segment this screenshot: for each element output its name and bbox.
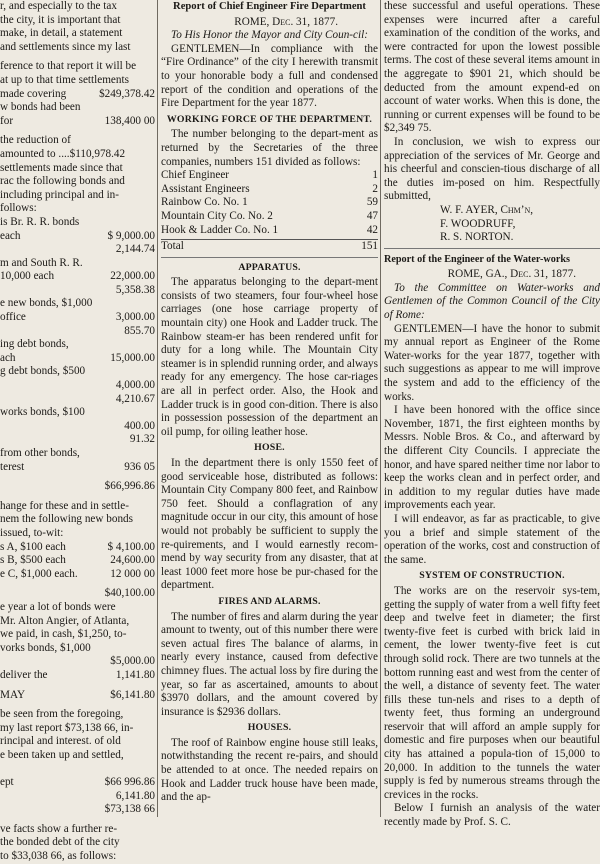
paragraph: Below I furnish an analysis of the water recently made by Prof. S. C. [384, 802, 600, 829]
text-line: ference to that report it will be [0, 60, 137, 73]
ledger-amount: 4,210.67 [115, 392, 155, 405]
ledger-amount: 1,141.80 [115, 668, 155, 681]
text-line: e year a lot of bonds were [0, 600, 116, 613]
text-line: ve facts show a further re- [0, 822, 118, 835]
ledger-row [0, 243, 155, 257]
staff-count: 47 [366, 209, 378, 222]
ledger-label: works bonds, $100 [0, 406, 85, 419]
staff-count: 151 [361, 240, 378, 253]
ledger-total-row [0, 689, 155, 703]
ledger-row [0, 447, 155, 461]
text-line: the bonded debt of the city [0, 836, 120, 849]
section-heading: HOSE. [254, 442, 285, 454]
ledger-amount: $40,100.00 [104, 587, 155, 600]
text-line: rac the following bonds and [0, 175, 125, 188]
ledger-amount: 3,000.00 [115, 311, 155, 324]
ledger-amount: 400.00 [124, 419, 155, 432]
report-heading: Report of Chief Engineer Fire Department [173, 1, 366, 12]
paragraph: In conclusion, we wish to express our appreciation of the services of Mr. George and his cheerful and conscien-tious discharge of all the duties im-posed on him. Respectfully submitted, [384, 135, 600, 203]
ledger-label: each [0, 229, 21, 242]
ledger-amount: 138,400 00 [104, 114, 155, 127]
text-line: at up to that time settlements [0, 73, 129, 86]
ledger-label: for [0, 114, 14, 127]
ledger-row [0, 297, 155, 311]
ledger-amount: 5,358.38 [115, 283, 155, 296]
ledger-row [0, 568, 155, 582]
staff-count: 2 [372, 182, 378, 195]
ledger-row [0, 433, 155, 447]
ledger-label: office [0, 311, 26, 324]
section-heading: HOUSES. [247, 722, 292, 734]
ledger-amount [151, 297, 155, 311]
ledger-row [0, 311, 155, 325]
text-line: be seen from the foregoing, [0, 708, 124, 721]
text-line: the city, it is important that [0, 13, 121, 26]
section-heading: APPARATUS. [238, 261, 301, 273]
ledger-row [0, 230, 155, 244]
ledger-row [0, 365, 155, 379]
text-line: to $33,038 66, as follows: [0, 850, 117, 863]
ledger-row [0, 655, 155, 669]
paragraph: The number of fires and alarm during the year amount to twenty, out of this number there were seven actual fires The balance of alarms, in nearly every instance, caused from defective chimney flues. The actual loss by fire during the year, so far as ascertained, amounts to about $3970 dollars, and the amount covered by insurance is $2936 dollars. [161, 610, 378, 718]
staff-total-row [161, 239, 378, 254]
paragraph: I have been honored with the office since November, 1871, the first eighteen months by Messrs. Noble Bros. & Co., and afterward by the different City Councils. I appreciate the honor, and have spared neither time nor labor to keep the works clean and in perfect order, and in addition to my regular duties have made improvements each year. [384, 404, 600, 512]
text-line: my last report $73,138 66, in- [0, 721, 134, 734]
staff-label: Assistant Engineers [161, 182, 250, 195]
ledger-amount: 24,600.00 [110, 554, 155, 567]
salutation: To His Honor the Mayor and City Coun-cil: [171, 29, 368, 42]
ledger-label: e C, $1,000 each. [0, 567, 78, 580]
ledger-amount [151, 642, 155, 656]
signature-line: F. WOODRUFF, [440, 217, 516, 230]
text-line: and settlements since my last [0, 40, 131, 53]
ledger-amount: 2,144.74 [115, 243, 155, 256]
ledger-row [0, 461, 155, 475]
ledger-total-row [0, 587, 155, 601]
ledger-row [0, 406, 155, 420]
ledger-amount: $5,000.00 [110, 655, 155, 668]
ledger-label: vorks bonds, $1,000 [0, 641, 91, 654]
column-rule-right [380, 0, 381, 817]
ledger-amount: 15,000.00 [110, 351, 155, 364]
text-line: settlements made since that [0, 161, 123, 174]
ledger-label: s B, $500 each [0, 554, 66, 567]
ledger-amount [151, 257, 155, 271]
ledger-label: 10,000 each [0, 270, 55, 283]
staff-row [161, 183, 378, 197]
ledger-amount: 12 000 00 [110, 567, 155, 580]
ledger-amount: $249,378.42 [99, 87, 155, 100]
text-line: is Br. R. R. bonds [0, 215, 80, 228]
staff-label: Rainbow Co. No. 1 [161, 196, 248, 209]
paragraph: The roof of Rainbow engine house still leaks, notwithstanding the recent re-pairs, and should be attended to at once. The needed repairs on Hook and Ladder truck house have been made, and the ap- [161, 736, 378, 804]
ledger-total-row [0, 480, 155, 494]
text-line: r, and especially to the tax [0, 0, 117, 12]
ledger-amount: 22,000.00 [110, 270, 155, 283]
ledger-amount [151, 365, 155, 379]
staff-row [161, 210, 378, 224]
ledger-label: from other bonds, [0, 447, 80, 459]
ledger-row [0, 790, 155, 804]
ledger-row [0, 420, 155, 434]
paragraph: these successful and useful operations. These expenses were incurred after a careful examination of the condition of the works, and were contracted for upon the lowest possible terms. The cost of these several items amount in the aggregate to $901 21, which should be deducted from the amount expend-ed on account of water works. When this is done, the running or current expenses will be found to be $2,349 75. [384, 0, 600, 135]
paragraph: In the department there is only 1550 feet of good serviceable hose, distributed as follows: Mountain City Company 800 feet, and Rainbow 750 feet. Should a conflagration of any magnitude occur in our city, this amount of hose would not probably be sufficient to supply the re-quirements, and I would earnestly recom-mend by way security from any disaster, that at least 1000 feet more hose be pur-chased for the department. [161, 457, 378, 592]
ledger-label: deliver the [0, 668, 48, 681]
left-column [0, 0, 155, 863]
text-line: w bonds had been [0, 101, 81, 114]
text-line: we paid, in cash, $1,250, to- [0, 628, 127, 641]
section-heading: SYSTEM OF CONSTRUCTION. [419, 570, 565, 582]
signature-line: R. S. NORTON. [440, 231, 514, 244]
report-heading: Report of the Engineer of the Water-works [384, 253, 570, 265]
paragraph: The number belonging to the depart-ment as returned by the Secretaries of the three companies, numbers 151 divided as follows: [161, 128, 378, 168]
ledger-amount: $6,141.80 [110, 688, 155, 701]
text-line: Mr. Alton Angier, of Atlanta, [0, 614, 130, 627]
ledger-row [0, 669, 155, 683]
column-rule-left [157, 0, 158, 817]
staff-count: 59 [366, 196, 378, 209]
ledger-label: ept [0, 776, 14, 789]
ledger-label: g debt bonds, $500 [0, 365, 86, 378]
text-line: rincipal and interest. of old [0, 735, 121, 748]
text-line: hange for these and in settle- [0, 499, 129, 512]
dateline: ROME, Dec. 31, 1877. [234, 15, 338, 28]
ledger-row [0, 115, 155, 129]
ledger-label: terest [0, 460, 25, 473]
ledger-amount: 855.70 [124, 324, 155, 337]
ledger-amount: $ 4,100.00 [107, 540, 155, 553]
ledger-amount: 91.32 [129, 433, 155, 446]
text-line: including principal and in- [0, 188, 119, 201]
ledger-row [0, 762, 155, 776]
ledger-amount: $66,996.86 [104, 480, 155, 493]
ledger-row [0, 88, 155, 102]
section-heading: FIRES AND ALARMS. [218, 595, 321, 607]
ledger-amount: 6,141.80 [115, 789, 155, 802]
ledger-amount [151, 338, 155, 352]
ledger-label: s A, $100 each [0, 540, 66, 553]
paragraph: The apparatus belonging to the depart-ment consists of two steamers, four four-wheel hose carriages (one hose carriage property of mountain city) one Hook and Ladder truck. The Rainbow steam-er has been rendered unfit for duty for a long while. The Mountain City steamer is in splendid running order, and always ready for any emergency. The hose car-riages are all in perfect order. Also, the Hook and Ladder truck is in good con-dition. There is also in possession possession of the department an oil pump, for oiling leather hose. [161, 276, 378, 438]
ledger-label: e new bonds, $1,000 [0, 297, 93, 310]
ledger-row [0, 642, 155, 656]
ledger-row [0, 803, 155, 817]
text-line: amounted to ....$110,978.42 [0, 147, 126, 160]
dateline: ROME, GA., Dec. 31, 1877. [447, 268, 576, 281]
ledger-row [0, 338, 155, 352]
ledger-amount: $ 9,000.00 [107, 229, 155, 242]
paragraph: GENTLEMEN—I have the honor to submit my annual report as Engineer of the Rome Water-works for the year 1877, together with such suggestions as appear to me will improve the system and add to the efficiency of the works. [384, 322, 600, 403]
staff-count: 1 [372, 169, 378, 182]
ledger-row [0, 325, 155, 339]
staff-count: 42 [366, 223, 378, 236]
paragraph: The works are on the reservoir sys-tem, getting the supply of water from a well fifty feet deep and twelve feet in diameter; the first twenty-five feet is curbed with brick laid in cement, the lower twenty-five feet is cut through solid rock. There are two tunnels at the bottom running east and west from the center of the well, a distance of seventy feet. The water fills these tun-nels and rises to a depth of twenty feet, thus forming an underground reservoir that will afford an ample supply for domestic and fire purposes when our beautiful city has attained a popula-tion of 15,000 to 20,000. In addition to the tunnels the water supply is fed by numerous streams through the crevices in the rocks. [384, 584, 600, 801]
ledger-amount [151, 447, 155, 461]
ledger-row [0, 379, 155, 393]
paragraph: I will endeavor, as far as practicable, to give you a brief and simple statement of the operation of the works, cost and construction of the same. [384, 512, 600, 566]
ledger-row [0, 393, 155, 407]
section-heading: WORKING FORCE OF THE DEPARTMENT. [166, 113, 373, 125]
ledger-label: ach [0, 351, 16, 364]
ledger-row [0, 541, 155, 555]
staff-label: Chief Engineer [161, 169, 230, 182]
text-line: follows: [0, 202, 37, 215]
right-column [384, 0, 600, 829]
signature-line: W. F. AYER, Chm’n, [440, 203, 534, 216]
text-line: nem the following new bonds [0, 513, 133, 526]
paragraph: GENTLEMEN—In compliance with the “Fire Ordinance” of the city I herewith transmit to your honorable body a full and condensed report of the condition and operations of the Fire Department for the year 1877. [161, 42, 378, 110]
text-line: e been taken up and settled, [0, 748, 124, 761]
ledger-amount: $66 996.86 [104, 776, 155, 789]
ledger-amount: 4,000.00 [115, 379, 155, 392]
ledger-label: ing debt bonds, [0, 338, 69, 351]
ledger-row [0, 270, 155, 284]
staff-label: Mountain City Co. No. 2 [161, 209, 273, 222]
staff-label: Total [161, 240, 184, 253]
staff-row [161, 169, 378, 183]
text-line: the reduction of [0, 134, 71, 147]
ledger-row [0, 554, 155, 568]
staff-label: Hook & Ladder Co. No. 1 [161, 223, 279, 236]
ledger-label: made covering [0, 87, 67, 100]
ledger-row [0, 284, 155, 298]
staff-row [161, 196, 378, 210]
ledger-label: m and South R. R. [0, 256, 83, 269]
text-line: issued, to-wit: [0, 526, 64, 539]
ledger-amount: 936 05 [124, 460, 155, 473]
staff-row [161, 224, 378, 238]
ledger-amount [151, 762, 155, 776]
salutation: To the Committee on Water-works and Gentlemen of the Common Council of the City of Rome: [384, 281, 600, 322]
ledger-amount [151, 406, 155, 420]
middle-column [161, 0, 378, 817]
text-line: make, in detail, a statement [0, 27, 123, 40]
ledger-row [0, 352, 155, 366]
ledger-row [0, 257, 155, 271]
staff-table [161, 169, 378, 237]
ledger-label: MAY [0, 688, 26, 701]
ledger-amount: $73,138 66 [104, 803, 155, 816]
ledger-row [0, 776, 155, 790]
